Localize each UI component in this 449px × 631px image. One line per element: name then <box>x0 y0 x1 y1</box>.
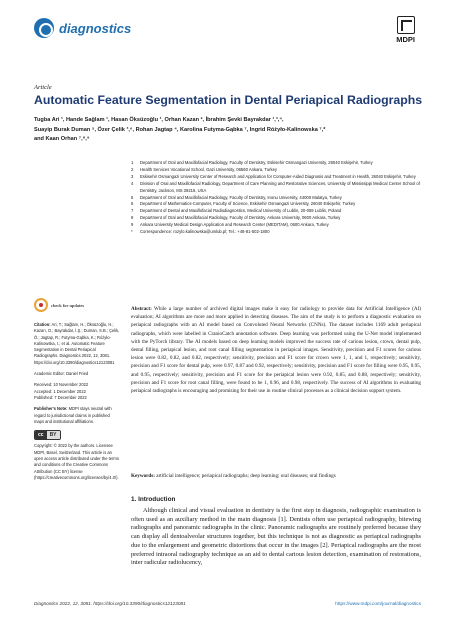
citation-block: Citation: Ari, T.; Sağlam, H.; Öksüzoğlu, H.; Kazan, O.; Bayrakdar, İ.Ş.; Duman, S.B.; Çelik, Ö.; Jagtap, R.; Futyma-Gąbka, K.; Różyło-Kalinowska, I.; et al. Automatic Feature Segmentation in Dental Periapical Radiographs. Diagnostics 2022, 12, 3081. https://doi.org/10.3390/diagnostics12123081 <box>34 322 120 365</box>
article-title: Automatic Feature Segmentation in Dental Periapical Radiographs <box>34 93 423 107</box>
academic-editor: Academic Editor: Daniel Fried <box>34 371 89 377</box>
publisher-logo[interactable] <box>396 16 415 44</box>
section-heading-introduction: 1. Introduction <box>131 496 176 503</box>
mdpi-logo-icon <box>397 16 415 34</box>
affiliations-list <box>131 160 421 236</box>
correspondence: * Correspondence: rozylo.kalinowska@umlub.pl; Tel.: +48-81-502-1800 <box>131 229 270 235</box>
check-updates-button[interactable]: check for updates <box>34 298 84 312</box>
authors-line-1: Tugba Ari ¹, Hande Sağlam ¹, Hasan Öksüzoğlu ¹, Orhan Kazan ², İbrahim Şevki Bayrakdar ¹,³,⁴, <box>34 117 284 123</box>
page-footer <box>34 601 421 606</box>
publishers-note: Publisher's Note: MDPI stays neutral with regard to jurisdictional claims in published maps and institutional affiliations. <box>34 406 112 424</box>
affiliation: 2 Health Services Vocational School, Gazi University, 06560 Ankara, Turkey <box>131 166 278 172</box>
journal-logo[interactable] <box>34 18 131 38</box>
check-updates-icon <box>34 298 48 312</box>
author-list <box>34 116 418 145</box>
publisher-name: MDPI <box>396 35 415 44</box>
introduction-paragraph: Although clinical and visual evaluation in dentistry is the first step in diagnosis, radiographic examination is often used as an auxiliary method in the main diagnosis [1]. Dentists often use periapical radiography, bitewing radiographs and panoramic radiographs in the clinic. Panoramic radiographs are routinely preferred because they can display all dentoalveolar structures together, but this technique is not as diagnostic as periapical radiographs due to the enlargement and geometric distortions that occur in the images [2]. Periapical radiographs are the most preferred intraoral radiography technique as an aid to dental carious lesion detection, examination of restorations, inter radicular radiolucency, <box>131 507 421 567</box>
received-date: Received: 10 November 2022 <box>34 382 89 388</box>
article-type: Article <box>34 84 52 91</box>
copyright-text: Copyright: © 2022 by the authors. Licensee MDPI, Basel, Switzerland. This article is an open access article distributed under the terms and conditions of the Creative Commons Attribution (CC BY) license (https://creativecommons.org/licenses/by/4.0/). <box>34 443 119 480</box>
affiliation: 9 Ankara University Medical Design Application and Research Center (MEDITAM), 0600 Ankara, Turkey <box>131 222 329 228</box>
authors-line-2: Suayip Burak Duman ⁵, Özer Çelik ³,⁶, Rohan Jagtap ⁴, Karolina Futyma-Gąbka ⁷, Ingrid Różyło-Kalinowska ⁷,* <box>34 126 326 133</box>
footer-citation[interactable]: Diagnostics 2022, 12, 3081. https://doi.org/10.3390/diagnostics12123081 <box>34 601 186 606</box>
keywords: Keywords: artificial intelligence; periapical radiographs; deep learning; oral diseases; oral findings <box>131 473 336 479</box>
diagnostics-logo-icon <box>34 18 54 38</box>
sidebar <box>34 322 120 481</box>
affiliation: 3 Eskisehir Osmangazi University Center of Research and Application for Computer-Aided Diagnosis and Treatment in Health, 26040 Eskişehir, Turkey <box>131 173 416 179</box>
affiliation: 7 Department of Dental and Maxillofacial Radiodiagnostics, Medical University of Lublin, 20-059 Lublin, Poland <box>131 208 342 214</box>
journal-name: diagnostics <box>59 20 132 36</box>
accepted-date: Accepted: 1 December 2022 <box>34 388 86 394</box>
cc-by-license-icon[interactable]: cc BY <box>34 430 61 440</box>
abstract: Abstract: While a large number of archived digital images make it easy for radiology to provide data for Artificial Intelligence (AI) evaluation; AI algorithms are more and more applied in detecting diseases. The aim of the study is to perform a diagnostic evaluation on periapical radiographs with an AI model based on Convoluted Neural Networks (CNNs). The dataset includes 1169 adult periapical radiographs, which were labelled in CranioCatch annotation software. Deep learning was performed using the U-Net model implemented with the PyTorch library. The AI models based on deep learning models improved the success rate of carious lesion, crown, dental pulp, dental filling, periapical lesion, and root canal filling segmentation in periapical images. Sensitivity, precision and F1 scores for carious lesion were 0.82, 0.82, and 0.82, respectively; sensitivity, precision and F1 score for crown were 1, 1, and 1, respectively; sensitivity, precision and F1 score for dental pulp, were 0.97, 0.87 and 0.92, respectively; sensitivity, precision and F1 score for filling were 0.95, 0.95, and 0.95, respectively; sensitivity, precision and F1 score for the periapical lesion were 0.92, 0.85, and 0.88, respectively; sensitivity, precision and F1 score for root canal filling, were found to be 1, 0.96, and 0.98, respectively. The success of AI algorithms in evaluating periapical radiographs is encouraging and promising for their use in routine clinical processes as a clinical decision support system. <box>131 306 422 395</box>
affiliation: 4 Division of Oral and Maxillofacial Radiology, Department of Care Planning and Restorative Sciences, University of Mississippi Medical Center School of Dentistry, Jackson, MS 39216, USA <box>131 180 420 193</box>
affiliation: 6 Department of Mathematics-Computer, Faculty of Science, Eskisehir Osmangazi University, 26040 Eskişehir, Turkey <box>131 201 356 207</box>
published-date: Published: 7 December 2022 <box>34 394 87 400</box>
affiliation: 8 Department of Oral and Maxillofacial Radiology, Faculty of Dentistry, Ankara University, 0600 Ankara, Turkey <box>131 215 341 221</box>
affiliation: 1 Department of Oral and Maxillofacial Radiology, Faculty of Dentistry, Eskisehir Osmangazi University, 26040 Eskişehir, Turkey <box>131 160 373 165</box>
affiliation: 5 Department of Oral and Maxillofacial Radiology, Faculty of Dentistry, Inonu University, 44000 Malatya, Turkey <box>131 194 342 200</box>
authors-line-3: and Kaan Orhan ⁷,⁸,⁹ <box>34 136 90 143</box>
footer-journal-link[interactable]: https://www.mdpi.com/journal/diagnostics <box>335 601 421 606</box>
